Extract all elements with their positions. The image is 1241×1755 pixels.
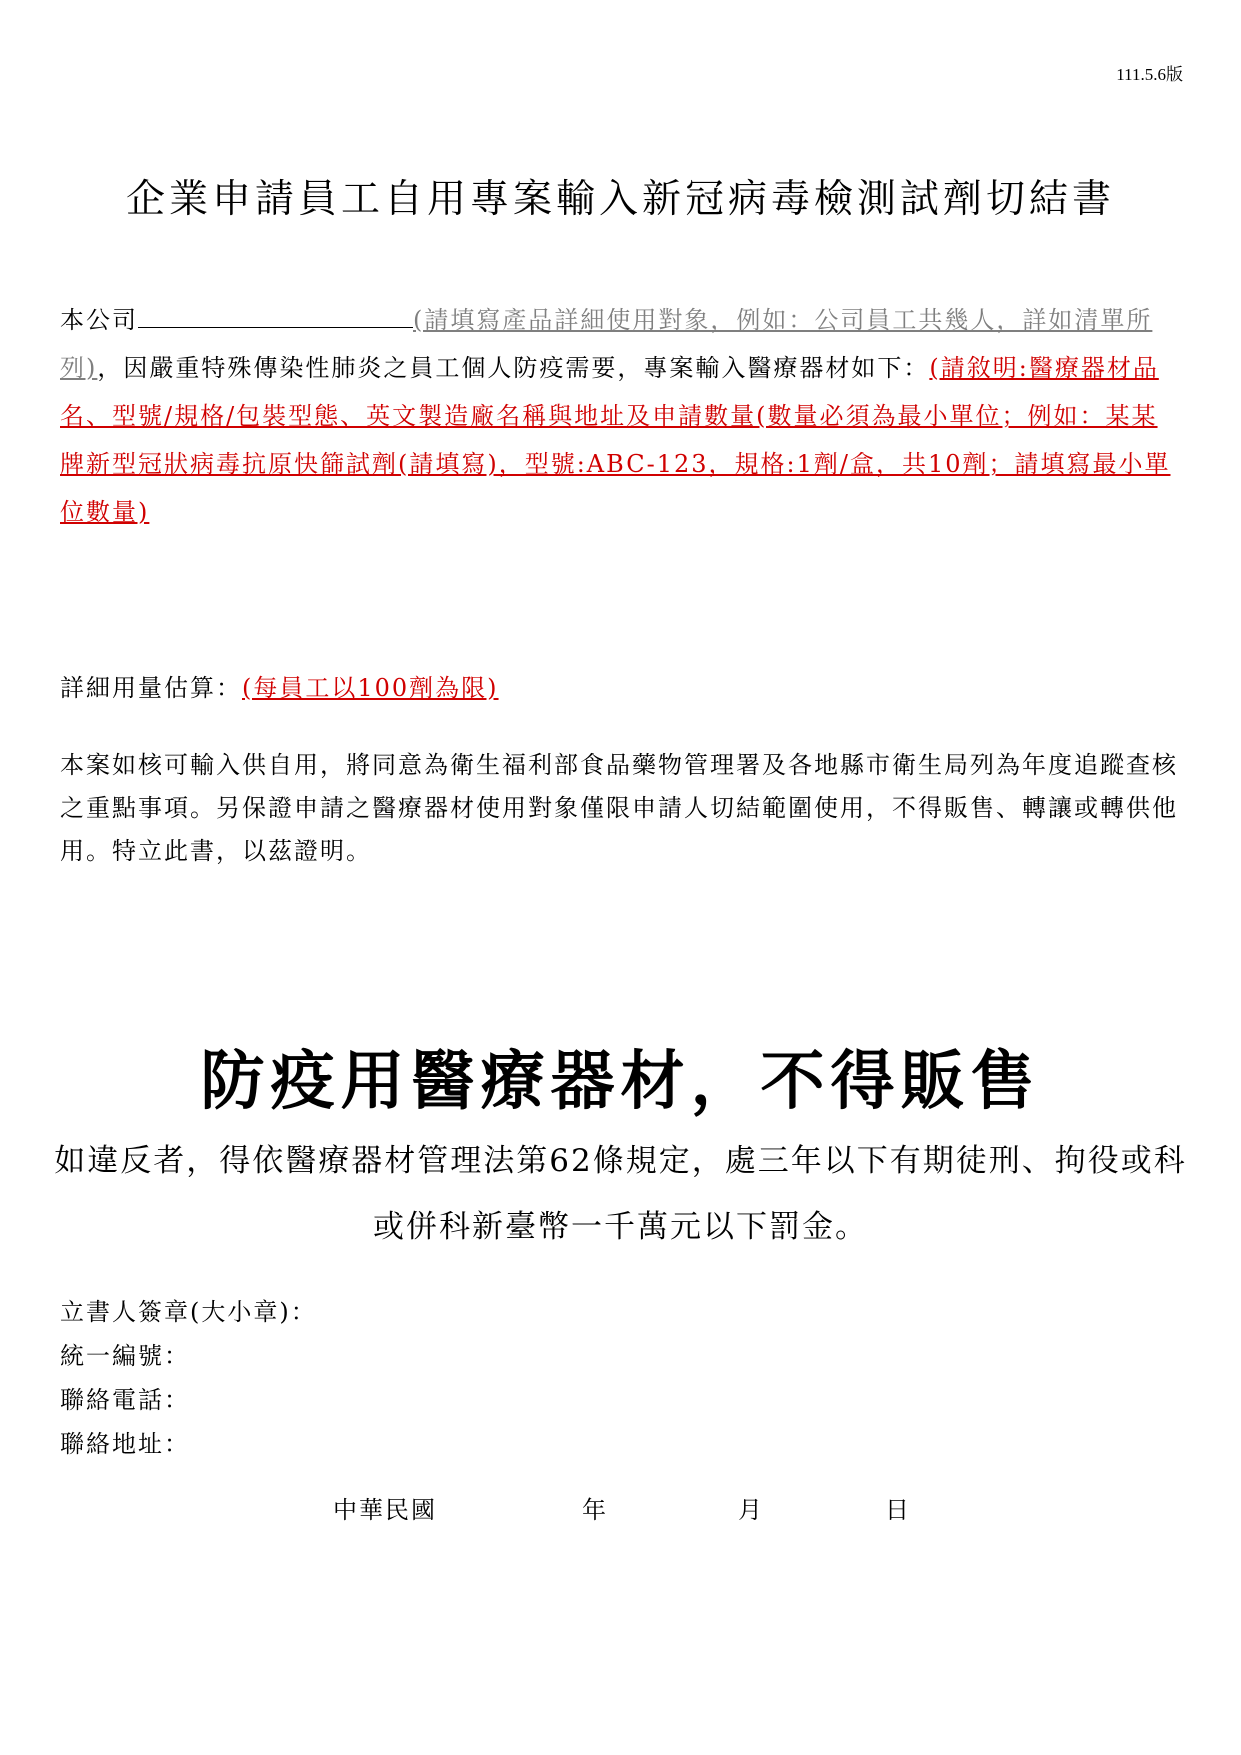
date-year[interactable]: 年 bbox=[582, 1496, 608, 1524]
usage-estimate-line bbox=[60, 664, 1180, 712]
usage-estimate-label: 詳細用量估算： bbox=[60, 674, 242, 702]
intro-paragraph bbox=[60, 296, 1180, 536]
company-label: 本公司 bbox=[60, 306, 138, 334]
signature-block bbox=[60, 1290, 317, 1466]
warning-text: 如違反者，得依醫療器材管理法第62條規定，處三年以下有期徒刑、拘役或科或併科新臺幣一千萬元以下罰金。 bbox=[54, 1143, 1187, 1245]
tax-id-field[interactable]: 統一編號： bbox=[60, 1342, 190, 1370]
company-name-blank[interactable] bbox=[138, 297, 413, 328]
phone-field[interactable]: 聯絡電話： bbox=[60, 1386, 190, 1414]
date-country: 中華民國 bbox=[333, 1496, 437, 1524]
intro-statement: ，因嚴重特殊傳染性肺炎之員工個人防疫需要，專案輸入醫療器材如下： bbox=[97, 354, 930, 382]
warning-title: 防疫用醫療器材，不得販售 bbox=[200, 1044, 1041, 1119]
device-detail-hint: (請敘明:醫療器材品名、型號/規格/包裝型態、英文製造廠名稱與地址及申請數量(數量必須為最小單位；例如：某某牌新型冠狀病毒抗原快篩試劑(請填寫)，型號:ABC-123，規格:1劑/盒，共10劑；請填寫最小單位數量) bbox=[60, 354, 1171, 526]
commitment-paragraph: 本案如核可輸入供自用，將同意為衛生福利部食品藥物管理署及各地縣市衛生局列為年度追蹤查核之重點事項。另保證申請之醫療器材使用對象僅限申請人切結範圍使用，不得販售、轉讓或轉供他用。特立此書，以茲證明。 bbox=[60, 751, 1178, 865]
address-field[interactable]: 聯絡地址： bbox=[60, 1430, 190, 1458]
usage-target-hint: (請填寫產品詳細使用對象，例如：公司員工共幾人，詳如清單所列) bbox=[60, 306, 1153, 382]
usage-limit-hint: (每員工以100劑為限) bbox=[242, 674, 499, 702]
document-title: 企業申請員工自用專案輸入新冠病毒檢測試劑切結書 bbox=[125, 177, 1115, 222]
date-month[interactable]: 月 bbox=[738, 1496, 764, 1524]
date-day[interactable]: 日 bbox=[885, 1496, 911, 1524]
version-label: 111.5.6版 bbox=[1116, 65, 1183, 84]
signer-seal-field[interactable]: 立書人簽章(大小章)： bbox=[60, 1298, 317, 1326]
